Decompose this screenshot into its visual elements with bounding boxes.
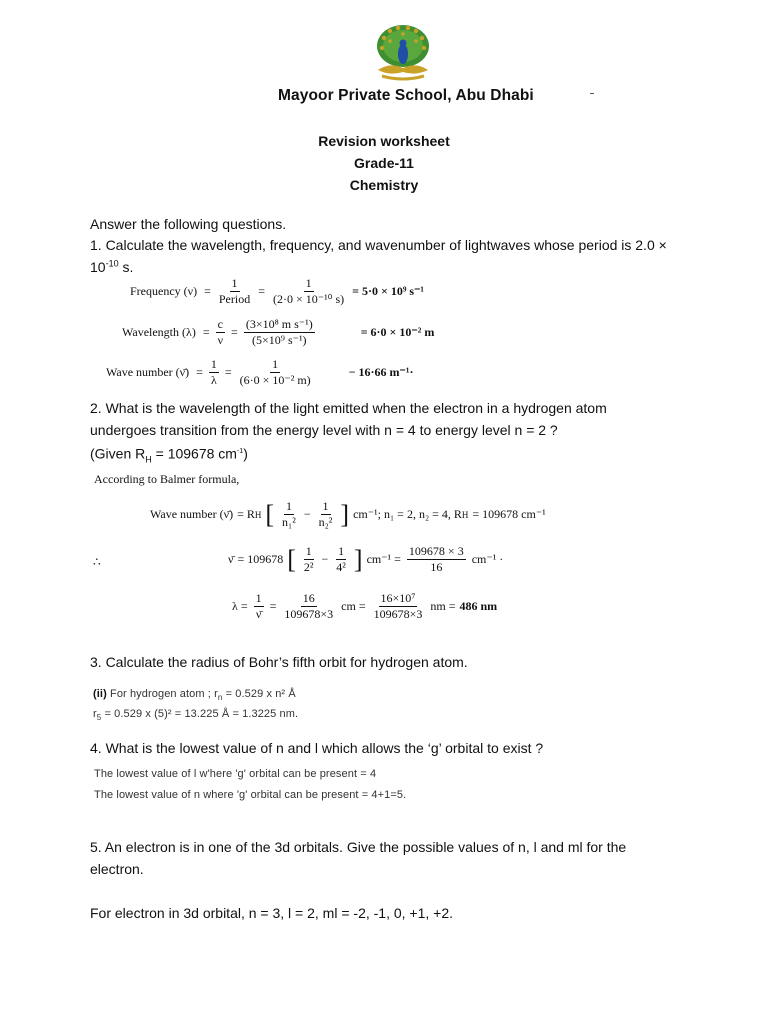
question-4-answer-1: The lowest value of l w'here 'g' orbital can be present = 4 bbox=[94, 768, 377, 780]
subject-title: Chemistry bbox=[349, 177, 419, 193]
instructions: Answer the following questions. bbox=[90, 216, 287, 232]
school-name: Mayoor Private School, Abu Dhabi bbox=[278, 87, 534, 104]
peacock-logo-icon bbox=[374, 24, 432, 86]
question-1-line-2: $10^{-10}$ s. bbox=[90, 258, 134, 275]
frequency-equation: Frequency (ν) = $\frac{1}{\text{Period}}$ = $\frac{1}{\text{(2·0 × 10⁻¹⁰ s)}}$ = 5·0 × 10⁹ s⁻¹ bbox=[130, 276, 425, 306]
header-divider bbox=[590, 93, 594, 94]
question-2: 2. What is the wavelength of the light emitted when the electron in a hydrogen atom undergoes transition from the energy level with n = 4 to energy level n = 2 ? (Given $R_H = 109678$ $cm^{-1}$) bbox=[90, 400, 607, 465]
grade-title: Grade-11 bbox=[354, 155, 414, 171]
question-5: 5. An electron is in one of the 3d orbitals. Give the possible values of n, l and ml for the electron. bbox=[90, 839, 627, 877]
question-4: 4. What is the lowest value of n and l which allows the ‘g’ orbital to exist ? bbox=[90, 740, 544, 756]
question-4-answer-2: The lowest value of n where 'g' orbital can be present = 4+1=5. bbox=[94, 789, 407, 801]
question-3: 3. Calculate the radius of Bohr’s fifth orbit for hydrogen atom. bbox=[90, 654, 468, 670]
wavenumber-calculation: ν̄ = 109678 [ $\frac{1}{\text{2²}}$ − $\frac{1}{\text{4²}}$ ] cm⁻¹ = $\frac{109678 \times 3}{16}$ cm⁻¹ · bbox=[228, 544, 504, 574]
balmer-formula: Wave number (ν̄) = R H [ $\frac{1}{\text{n₁²}}$ − $\frac{1}{\text{n₂²}}$ ] cm⁻¹; n₁ = 2, n₂ = 4, R H = 109678 cm⁻¹ bbox=[150, 499, 546, 529]
question-3-answer-2: $r_5 = 0.529$ x (5)² = 13.225 Å = 1.3225 nm. bbox=[93, 708, 299, 723]
therefore-symbol: ∴ bbox=[93, 555, 101, 569]
question-1 bbox=[90, 236, 667, 276]
question-1-line-1: 1. Calculate the wavelength, frequency, and wavenumber of lightwaves whose period is 2.0 × bbox=[90, 237, 667, 253]
worksheet-title: Revision worksheet bbox=[318, 133, 450, 149]
wavelength-equation: Wavelength (λ) = $\frac{c}{\nu}$ = $\frac{\text{(3×10⁸ m s⁻¹)}}{\text{(5×10⁹ s⁻¹)}}$ = 6·0 × 10⁻² m bbox=[122, 317, 435, 347]
wavelength-calculation: λ = $\frac{1}{\nū}$ = $\frac{16}{109678\times 3}$ cm = $\frac{\text{16×10⁷}}{109678\times 3}$ nm = 486 nm bbox=[232, 591, 498, 621]
balmer-heading: According to Balmer formula, bbox=[94, 472, 240, 486]
question-5-answer: For electron in 3d orbital, n = 3, l = 2, ml = -2, -1, 0, +1, +2. bbox=[90, 905, 454, 921]
question-3-answer-1: (ii) For hydrogen atom ; $r_n = 0.529$ x n² Å bbox=[93, 688, 296, 703]
wavenumber-equation: Wave number (ν̄) = $\frac{1}{\lambda}$ = $\frac{1}{\text{(6·0 × 10⁻² m)}}$ − 16·66 m⁻¹· bbox=[106, 357, 414, 387]
